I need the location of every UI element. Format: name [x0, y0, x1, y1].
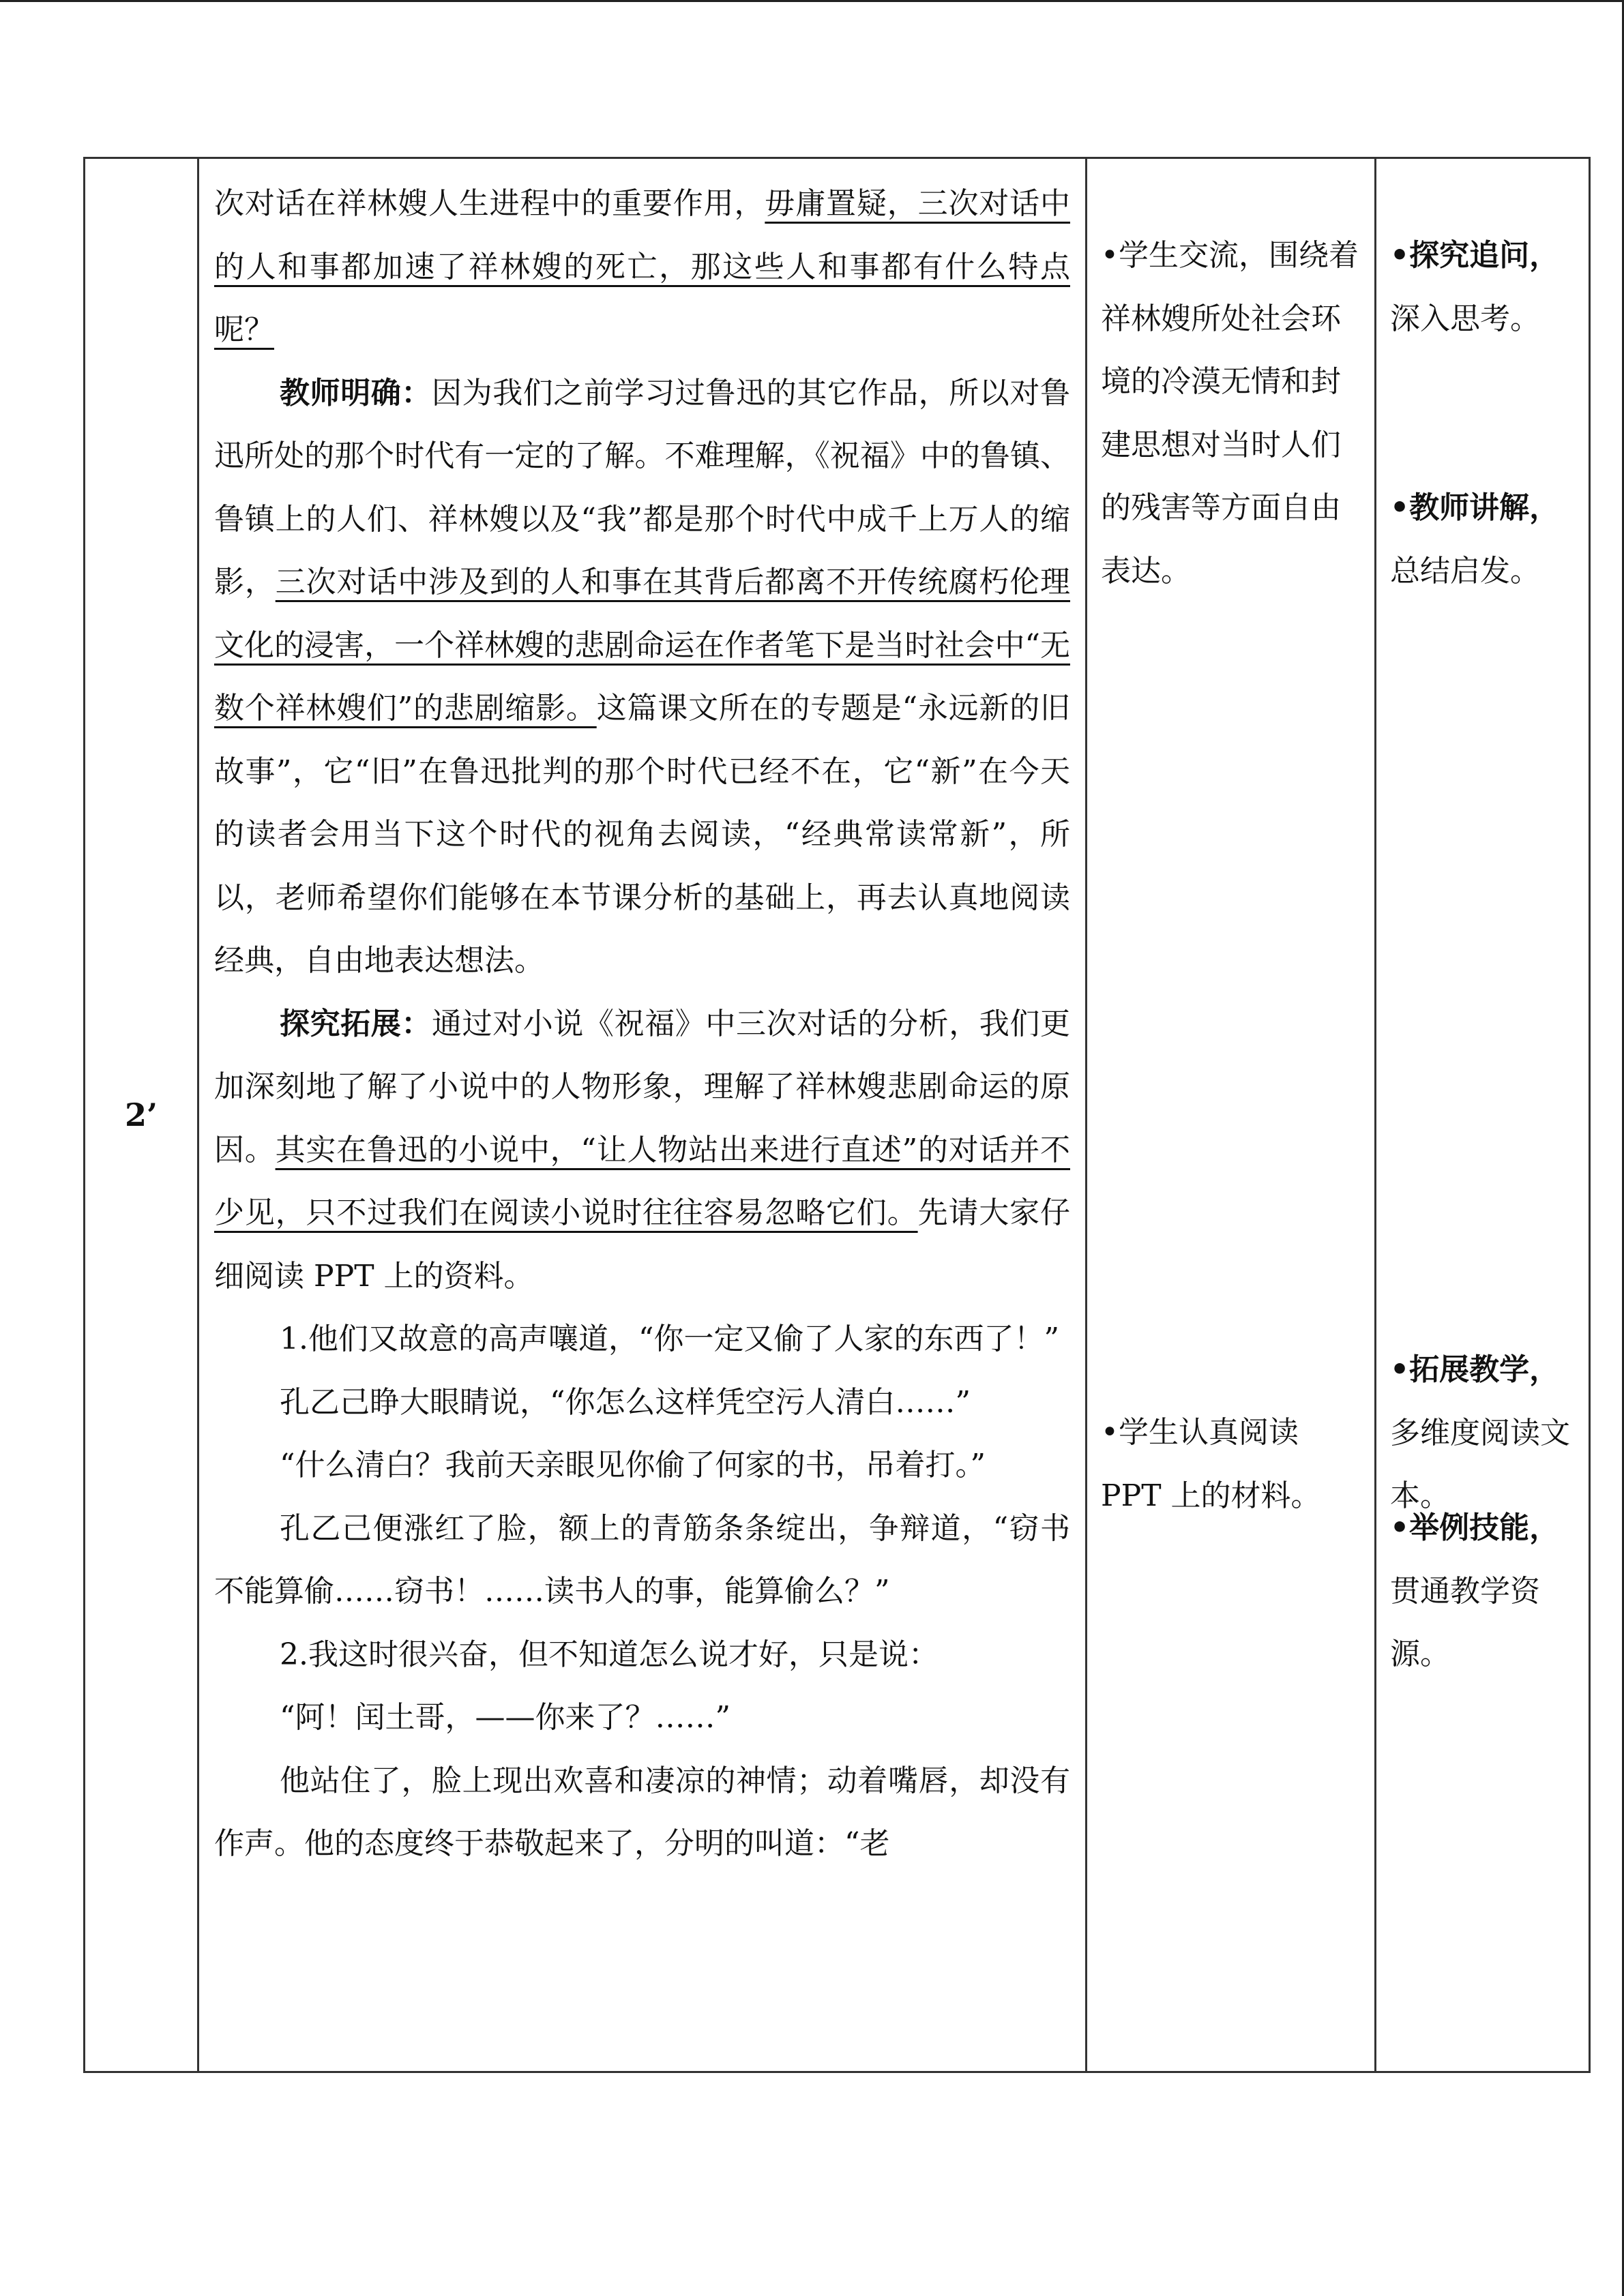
design-note-1: •探究追问，深入思考。 [1390, 238, 1560, 336]
student-note-2: •学生认真阅读 PPT 上的材料。 [1101, 1415, 1321, 1513]
label-teacher-clarify: 教师明确： [280, 375, 432, 411]
quote-line: “什么清白？我前天亲眼见你偷了何家的书，吊着打。” [280, 1448, 986, 1482]
label-extension: 探究拓展： [280, 1006, 432, 1041]
paragraph-extension: 探究拓展：通过对小说《祝福》中三次对话的分析，我们更加深刻地了解了小说中的人物形象，理解了祥林嫂悲剧命运的原因。其实在鲁迅的小说中，“让人物站出来进行直述”的对话并不少见，只不过我们在阅读小说时往往容易忽略它们。先请大家仔细阅读 PPT 上的资料。 [214, 1006, 1071, 1294]
design-intent-cell [1376, 158, 1590, 2072]
underlined-text: 毋庸置疑，三次对话中的人和事都加速了祥林嫂的死亡，那这些人和事都有什么特点呢？ [214, 186, 1071, 347]
teaching-content-cell [198, 158, 1087, 2072]
paragraph-dialogue-role: 次对话在祥林嫂人生进程中的重要作用，毋庸置疑，三次对话中的人和事都加速了祥林嫂的死亡，那这些人和事都有什么特点呢？ [214, 186, 1071, 347]
table-row [85, 158, 1590, 2072]
student-note-1: •学生交流，围绕着祥林嫂所处社会环境的冷漠无情和封建思想对当时人们的残害等方面自由表达。 [1101, 238, 1359, 588]
quote-line: 1.他们又故意的高声嚷道，“你一定又偷了人家的东西了！” [280, 1322, 1059, 1356]
lesson-plan-table [83, 157, 1591, 2073]
design-note-2: •教师讲解，总结启发。 [1390, 490, 1560, 588]
quote-line: “阿！闰土哥，——你来了？……” [280, 1700, 730, 1735]
quote-line: 孔乙己睁大眼睛说，“你怎么这样凭空污人清白……” [280, 1384, 971, 1420]
time-value: 2’ [124, 1097, 158, 1133]
quote-line: 他站住了，脸上现出欢喜和凄凉的神情；动着嘴唇，却没有作声。他的态度终于恭敬起来了，分明的叫道：“老 [214, 1763, 1070, 1861]
quote-line: 2.我这时很兴奋，但不知道怎么说才好，只是说： [280, 1637, 939, 1672]
design-note-3: •拓展教学，多维度阅读文本。 [1390, 1352, 1570, 1513]
design-note-4: •举例技能，贯通教学资源。 [1390, 1510, 1560, 1671]
page-top-border [0, 0, 1624, 2]
student-activity-cell [1087, 158, 1376, 2072]
underlined-text: 三次对话中涉及到的人和事在其背后都离不开传统腐朽伦理文化的浸害，一个祥林嫂的悲剧命运在作者笔下是当时社会中“无数个祥林嫂们”的悲剧缩影。 [214, 565, 1071, 726]
underlined-text: 其实在鲁迅的小说中，“让人物站出来进行直述”的对话并不少见，只不过我们在阅读小说时往往容易忽略它们。 [214, 1132, 1070, 1230]
quote-line: 孔乙己便涨红了脸，额上的青筋条条绽出，争辩道，“窃书不能算偷……窃书！……读书人的事，能算偷么？” [214, 1510, 1070, 1609]
paragraph-teacher-clarify: 教师明确：因为我们之前学习过鲁迅的其它作品，所以对鲁迅所处的那个时代有一定的了解。不难理解，《祝福》中的鲁镇、鲁镇上的人们、祥林嫂以及“我”都是那个时代中成千上万人的缩影，三次对话中涉及到的人和事在其背后都离不开传统腐朽伦理文化的浸害，一个祥林嫂的悲剧命运在作者笔下是当时社会中“无数个祥林嫂们”的悲剧缩影。这篇课文所在的专题是“永远新的旧故事”，它“旧”在鲁迅批判的那个时代已经不在，它“新”在今天的读者会用当下这个时代的视角去阅读，“经典常读常新”，所以，老师希望你们能够在本节课分析的基础上，再去认真地阅读经典，自由地表达想法。 [214, 375, 1071, 978]
time-cell [85, 158, 198, 2072]
